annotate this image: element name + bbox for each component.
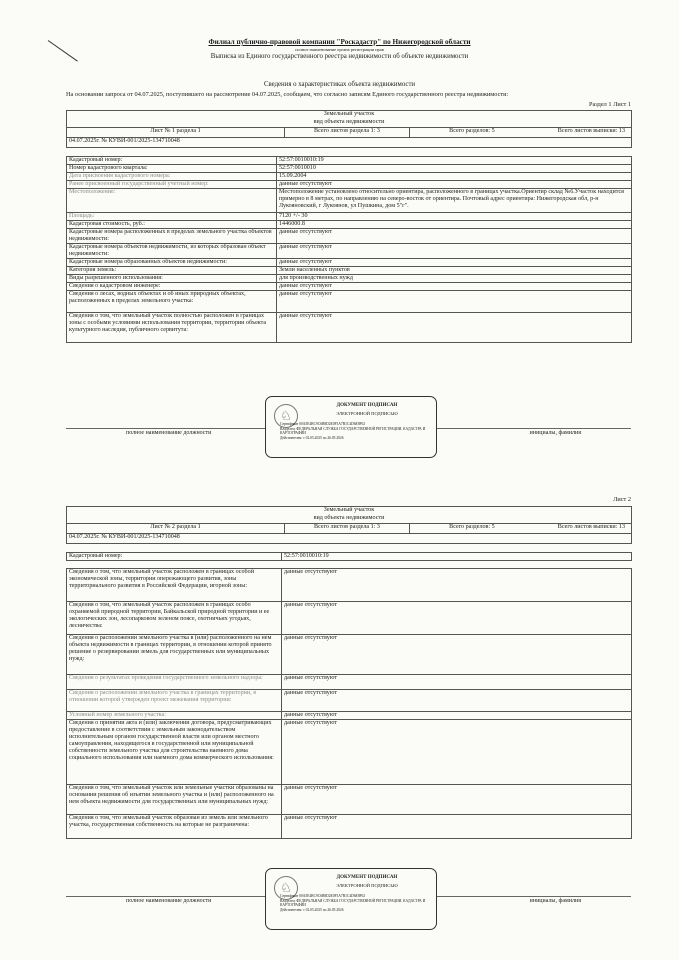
stamp-title: ДОКУМЕНТ ПОДПИСАН — [336, 403, 398, 408]
object-type: Земельный участок — [323, 111, 375, 117]
row-label: Кадастровый номер: — [67, 553, 282, 561]
sheet2-rows — [66, 552, 632, 839]
row-label: Категория земель: — [67, 267, 277, 275]
position-caption: полное наименование должности — [126, 898, 212, 904]
row-value: 1446000.8 — [277, 221, 632, 229]
row-value: данные отсутствуют — [277, 283, 632, 291]
row-value: данные отсутствуют — [277, 313, 632, 343]
object-type: Земельный участок — [323, 507, 375, 513]
row-value: данные отсутствуют — [277, 244, 632, 259]
signature-stamp — [265, 396, 437, 458]
row-label: Сведения о расположении земельного участка в (или) расположенного на нем объекта недвижимости в границах территории, в отношении которой принято решение о резервировании земель для государственных или муниципальных нужд: — [67, 635, 282, 675]
signature-stamp — [265, 868, 437, 930]
stamp-validity: Действителен: с 02.05.2025 по 26.05.2026 — [280, 435, 344, 440]
request-date-number: 04.07.2025г. № КУВИ-001/2025-134710048 — [67, 138, 632, 148]
emblem-icon: ♘ — [274, 876, 298, 900]
row-label: Кадастровые номера объектов недвижимости, из которых образован объект недвижимости: — [67, 244, 277, 259]
row-label: Сведения о том, что земельный участок образован из земель или земельного участка, государственная собственность на которые не разграничена: — [67, 815, 282, 839]
org-subtitle: полное наименование органа регистрации прав — [295, 47, 384, 52]
sheet1-table — [66, 110, 632, 148]
row-label: Кадастровая стоимость, руб.: — [67, 221, 277, 229]
stamp-title: ДОКУМЕНТ ПОДПИСАН — [336, 875, 398, 880]
total-sheets-section: Всего листов раздела 1: 3 — [285, 524, 410, 534]
stamp-details — [280, 894, 432, 912]
object-type-caption: вид объекта недвижимости — [313, 514, 385, 521]
row-label: Сведения о том, что земельный участок или земельные участки образованы на основании решения об изъятии земельного участка и (или) расположенного на нем объекта недвижимости для государственных или муниципальных нужд: — [67, 785, 282, 815]
row-label: Сведения о расположении земельного участка в границах территории, в отношении которой утвержден проект межевания территории: — [67, 690, 282, 712]
total-sheets: Всего листов выписки: 13 — [557, 128, 625, 134]
row-value: данные отсутствуют — [277, 291, 632, 313]
stamp-owner: Владелец: ФЕДЕРАЛЬНАЯ СЛУЖБА ГОСУДАРСТВЕННОЙ РЕГИСТРАЦИИ, КАДАСТРА И КАРТОГРАФИИ — [280, 898, 426, 908]
name-caption: инициалы, фамилия — [529, 430, 581, 436]
row-label: Виды разрешенного использования: — [67, 275, 277, 283]
row-label: Кадастровые номера расположенных в пределах земельного участка объектов недвижимости: — [67, 229, 277, 244]
row-value: данные отсутствуют — [282, 712, 632, 720]
stamp-owner: Владелец: ФЕДЕРАЛЬНАЯ СЛУЖБА ГОСУДАРСТВЕННОЙ РЕГИСТРАЦИИ, КАДАСТРА И КАРТОГРАФИИ — [280, 426, 426, 436]
row-value: данные отсутствуют — [282, 690, 632, 712]
row-value: 52:57:0010010:19 — [277, 157, 632, 165]
stamp-validity: Действителен: с 02.05.2025 по 26.05.2026 — [280, 907, 344, 912]
request-date-number: 04.07.2025г. № КУВИ-001/2025-134710048 — [67, 534, 632, 544]
org-name: Филиал публично-правовой компании "Роскадастр" по Нижегородской области — [208, 38, 471, 46]
row-label: Сведения о том, что земельный участок расположен в границах особой экономической зоны, территории опережающего развития, зоны территориального развития в Российской Федерации, игорной зоны: — [67, 569, 282, 602]
document-title: Выписка из Единого государственного реестра недвижимости об объекте недвижимости — [210, 53, 469, 60]
stamp-subtitle: ЭЛЕКТРОННОЙ ПОДПИСЬЮ — [336, 883, 398, 888]
emblem-icon: ♘ — [274, 404, 298, 428]
row-value: Местоположение установлено относительно ориентира, расположенного в границах участка.Ориентир склад №6.Участок находится примерно в 8 метрах, по направлению на северо-восток от ориентира. Почтовый адрес ориентира: Нижегородская обл, р-н Лукояновский, г Лукоянов, ул Пушкина, дом 5"г". — [277, 189, 632, 213]
row-value: данные отсутствуют — [282, 635, 632, 675]
position-caption: полное наименование должности — [126, 430, 212, 436]
row-label: Дата присвоения кадастрового номера: — [67, 173, 277, 181]
row-label: Сведения о том, что земельный участок расположен в границах особо охраняемой природной территории, Байкальской природной территории и ее экологических зон, лесопарковом зеленом поясе, охотничьих угодьях, лесничества: — [67, 602, 282, 635]
sheet2-table — [66, 506, 632, 544]
name-caption: инициалы, фамилия — [529, 898, 581, 904]
row-value: 52:57:0010010:19 — [282, 553, 632, 561]
intro-text: На основании запроса от 04.07.2025, поступившего на рассмотрение 04.07.2025, сообщаем, что согласно записям Единого государственного реестра недвижимости: — [66, 91, 509, 98]
row-label: Сведения о том, что земельный участок полностью расположен в границах зоны с особыми условиями использования территории, территории объекта культурного наследия, публичного сервитута: — [67, 313, 277, 343]
object-type-caption: вид объекта недвижимости — [313, 118, 385, 125]
stamp-certificate: Сертификат 00A5E4BC9C6B8D2E0F3A7B1C4D6E8F02 — [280, 422, 366, 426]
row-label: Кадастровый номер: — [67, 157, 277, 165]
stamp-subtitle: ЭЛЕКТРОННОЙ ПОДПИСЬЮ — [336, 411, 398, 416]
row-value: 15.09.2004 — [277, 173, 632, 181]
row-label: Ранее присвоенный государственный учетный номер: — [67, 181, 277, 189]
info-title: Сведения о характеристиках объекта недвижимости — [263, 81, 416, 88]
sheet2-corner-label: Лист 2 — [613, 496, 631, 503]
row-label: Условный номер земельного участка: — [67, 712, 282, 720]
row-value: данные отсутствуют — [282, 785, 632, 815]
row-label: Сведения о кадастровом инженере: — [67, 283, 277, 291]
row-label: Местоположение: — [67, 189, 277, 213]
row-value: данные отсутствуют — [277, 181, 632, 189]
row-value: Земли населенных пунктов — [277, 267, 632, 275]
total-sheets-section: Всего листов раздела 1: 3 — [285, 128, 410, 138]
row-label: Кадастровые номера образованных объектов недвижимости: — [67, 259, 277, 267]
row-value: данные отсутствуют — [282, 720, 632, 785]
stamp-details — [280, 422, 432, 440]
sheet-number: Лист № 2 раздела 1 — [67, 524, 285, 534]
row-value: данные отсутствуют — [282, 815, 632, 839]
stamp-certificate: Сертификат 00A5E4BC9C6B8D2E0F3A7B1C4D6E8F02 — [280, 894, 366, 898]
total-sections: Всего разделов: 5 — [449, 128, 495, 134]
row-value: для производственных нужд — [277, 275, 632, 283]
row-label: Сведения о лесах, водных объектах и об иных природных объектах, расположенных в пределах земельного участка: — [67, 291, 277, 313]
row-label: Номер кадастрового квартала: — [67, 165, 277, 173]
total-sections: Всего разделов: 5 — [449, 524, 495, 530]
row-value: данные отсутствуют — [282, 602, 632, 635]
row-value: данные отсутствуют — [277, 259, 632, 267]
row-value: 52:57:0010010 — [277, 165, 632, 173]
sheet-number: Лист № 1 раздела 1 — [67, 128, 285, 138]
sheet1-rows — [66, 156, 632, 343]
row-value: данные отсутствуют — [282, 675, 632, 690]
total-sheets: Всего листов выписки: 13 — [557, 524, 625, 530]
row-label: Сведения о результатах проведения государственного земельного надзора: — [67, 675, 282, 690]
row-label: Площадь: — [67, 213, 277, 221]
sheet1-corner-label: Раздел 1 Лист 1 — [588, 101, 631, 108]
row-value: 7120 +/- 30 — [277, 213, 632, 221]
row-value: данные отсутствуют — [277, 229, 632, 244]
row-label: Сведения о принятии акта и (или) заключении договора, предусматривающих предоставление в соответствии с земельным законодательством исполнительным органом государственной власти или органом местного самоуправления, находящегося в государственной или муниципальной собственности земельного участка для строительства наемного дома социального использования или наемного дома коммерческого использования: — [67, 720, 282, 785]
row-value: данные отсутствуют — [282, 569, 632, 602]
